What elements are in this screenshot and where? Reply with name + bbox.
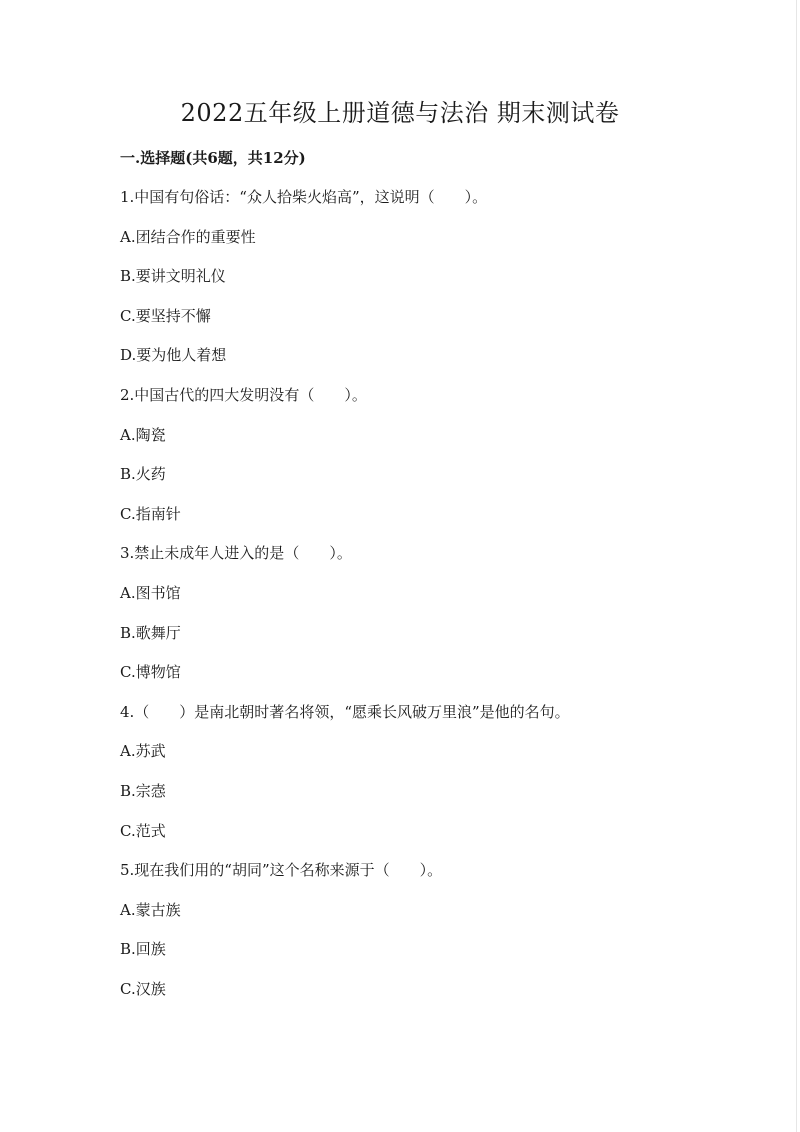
question-4-option-b: B.宗悫 (120, 781, 166, 800)
question-1-option-c: C.要坚持不懈 (120, 306, 211, 325)
question-1-stem: 1.中国有句俗话：“众人拾柴火焰高”，这说明（ ）。 (120, 188, 488, 206)
question-1-option-d: D.要为他人着想 (120, 346, 227, 365)
question-3-stem: 3.禁止未成年人进入的是（ ）。 (120, 544, 352, 563)
question-3-option-b: B.歌舞厅 (120, 623, 181, 642)
question-list (120, 184, 740, 1015)
question-4-option-c: C.范式 (120, 821, 166, 840)
question-4-stem: 4.（ ）是南北朝时著名将领，“愿乘长风破万里浪”是他的名句。 (120, 702, 570, 721)
page-edge-line (796, 0, 797, 1132)
question-2-option-a: A.陶瓷 (120, 425, 166, 444)
question-2-option-c: C.指南针 (120, 504, 181, 523)
question-5-option-b: B.回族 (120, 940, 166, 959)
question-2-stem: 2.中国古代的四大发明没有（ ）。 (120, 385, 367, 404)
question-5-stem: 5.现在我们用的“胡同”这个名称来源于（ ）。 (120, 861, 443, 880)
question-2-option-b: B.火药 (120, 465, 166, 484)
question-3-option-a: A.图书馆 (120, 583, 181, 602)
question-1-option-a: A.团结合作的重要性 (120, 227, 256, 246)
question-5-option-c: C.汉族 (120, 979, 166, 998)
question-3-option-c: C.博物馆 (120, 663, 181, 682)
question-4-option-a: A.苏武 (120, 742, 166, 761)
section-heading: 一.选择题(共6题，共12分) (120, 149, 306, 167)
question-1-option-b: B.要讲文明礼仪 (120, 267, 226, 286)
question-5-option-a: A.蒙古族 (120, 900, 181, 919)
page-title: 2022五年级上册道德与法治 期末测试卷 (180, 99, 620, 127)
